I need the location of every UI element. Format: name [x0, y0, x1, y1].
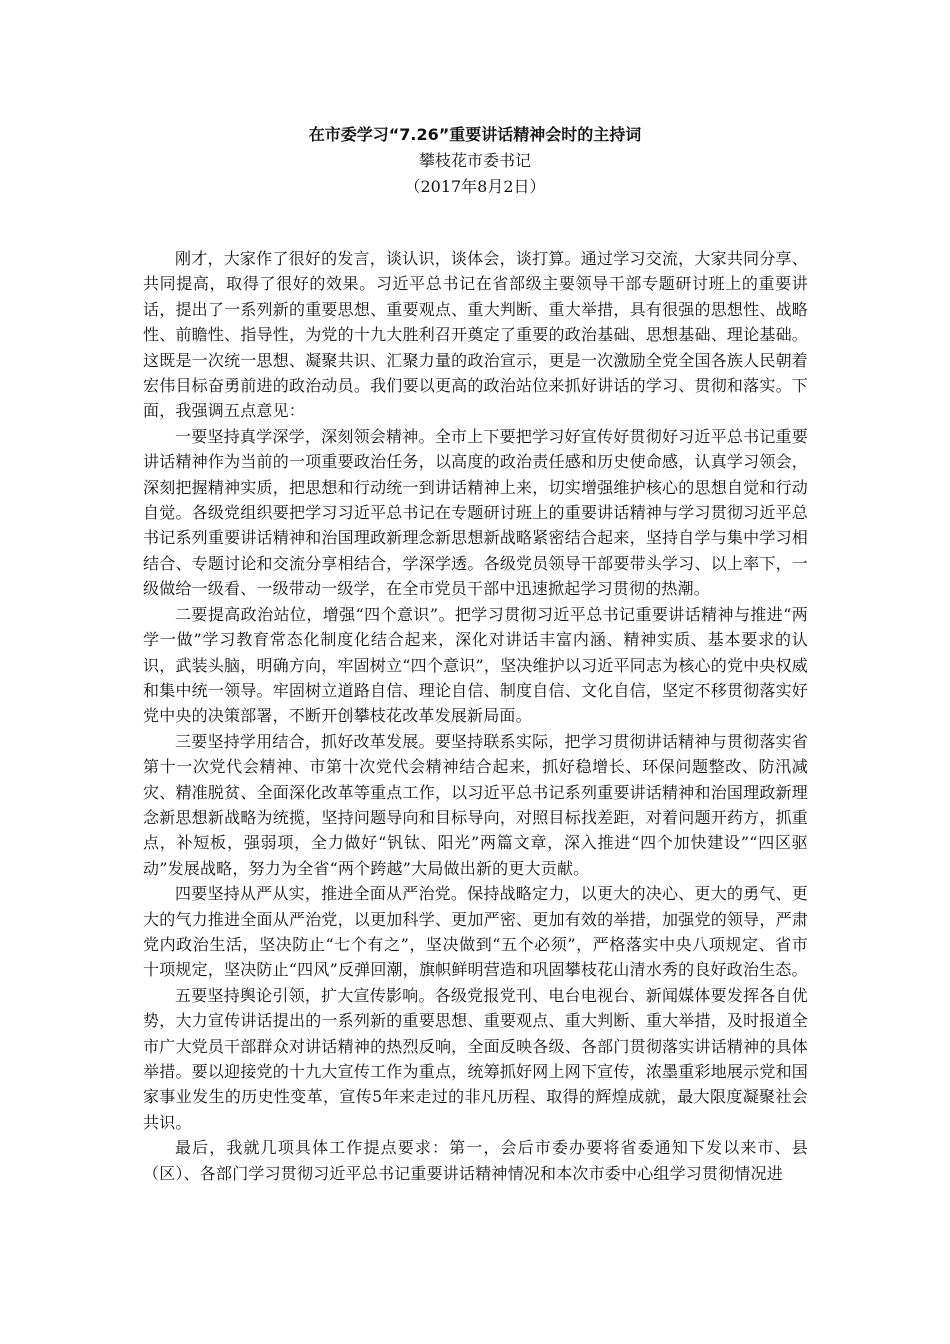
paragraph-closing: 最后，我就几项具体工作提点要求：第一，会后市委办要将省委通知下发以来市、县（区）、各部门学习贯彻习近平总书记重要讲话精神情况和本次市委中心组学习贯彻情况进 — [143, 1138, 808, 1183]
document-title: 在市委学习“7.26”重要讲话精神会时的主持词 — [308, 125, 642, 144]
paragraph-point-5: 五要坚持舆论引领，扩大宣传影响。各级党报党刊、电台电视台、新闻媒体要发挥各自优势，大力宣传讲话提出的一系列新的重要思想、重要观点、重大判断、重大举措，及时报道全市广大党员干部群众对讲话精神的热烈反响，全面反映各级、各部门贯彻落实讲话精神的具体举措。要以迎接党的十九大宣传工作为重点，统筹抓好网上网下宣传，浓墨重彩地展示党和国家事业发生的历史性变革，宣传5年来走过的非凡历程、取得的辉煌成就，最大限度凝聚社会共识。 — [143, 985, 808, 1132]
paragraph-intro: 刚才，大家作了很好的发言，谈认识，谈体会，谈打算。通过学习交流，大家共同分享、共同提高，取得了很好的效果。习近平总书记在省部级主要领导干部专题研讨班上的重要讲话，提出了一系列新的重要思想、重要观点、重大判断、重大举措，具有很强的思想性、战略性、前瞻性、指导性，为党的十九大胜利召开奠定了重要的政治基础、思想基础、理论基础。这既是一次统一思想、凝聚共识、汇聚力量的政治宣示，更是一次激励全党全国各族人民朝着宏伟目标奋勇前进的政治动员。我们要以更高的政治站位来抓好讲话的学习、贯彻和落实。下面，我强调五点意见： — [143, 249, 808, 421]
paragraph-point-1: 一要坚持真学深学，深刻领会精神。全市上下要把学习好宣传好贯彻好习近平总书记重要讲话精神作为当前的一项重要政治任务，以高度的政治责任感和历史使命感，认真学习领会，深刻把握精神实质，把思想和行动统一到讲话精神上来，切实增强维护核心的思想自觉和行动自觉。各级党组织要把学习习近平总书记在专题研讨班上的重要讲话精神与学习贯彻习近平总书记系列重要讲话精神和治国理政新理念新思想新战略紧密结合起来，坚持自学与集中学习相结合、专题讨论和交流分享相结合，学深学透。各级党员领导干部要带头学习、以上率下，一级做给一级看、一级带动一级学，在全市党员干部中迅速掀起学习贯彻的热潮。 — [143, 426, 808, 599]
document-date: （2017年8月2日） — [404, 177, 546, 196]
document-body — [143, 246, 808, 1186]
paragraph-point-2: 二要提高政治站位，增强“四个意识”。把学习贯彻习近平总书记重要讲话精神与推进“两学一做”学习教育常态化制度化结合起来，深化对讲话丰富内涵、精神实质、基本要求的认识，武装头脑，明确方向，牢固树立“四个意识”，坚决维护以习近平同志为核心的党中央权威和集中统一领导。牢固树立道路自信、理论自信、制度自信、文化自信，坚定不移贯彻落实好党中央的决策部署，不断开创攀枝花改革发展新局面。 — [143, 604, 808, 726]
document-header — [140, 122, 810, 200]
document-author: 攀枝花市委书记 — [418, 151, 531, 170]
paragraph-point-3: 三要坚持学用结合，抓好改革发展。要坚持联系实际，把学习贯彻讲话精神与贯彻落实省第十一次党代会精神、市第十次党代会精神结合起来，抓好稳增长、环保问题整改、防汛减灾、精准脱贫、全面深化改革等重点工作，以习近平总书记系列重要讲话精神和治国理政新理念新思想新战略为统揽，坚持问题导向和目标导向，对照目标找差距，对着问题开药方，抓重点，补短板，强弱项，全力做好“钒钛、阳光”两篇文章，深入推进“四个加快建设”“四区驱动”发展战略，努力为全省“两个跨越”大局做出新的更大贡献。 — [143, 731, 808, 878]
paragraph-point-4: 四要坚持从严从实，推进全面从严治党。保持战略定力，以更大的决心、更大的勇气、更大的气力推进全面从严治党，以更加科学、更加严密、更加有效的举措，加强党的领导，严肃党内政治生活，坚决防止“七个有之”，坚决做到“五个必须”，严格落实中央八项规定、省市十项规定，坚决防止“四风”反弹回潮，旗帜鲜明营造和巩固攀枝花山清水秀的良好政治生态。 — [143, 884, 808, 980]
